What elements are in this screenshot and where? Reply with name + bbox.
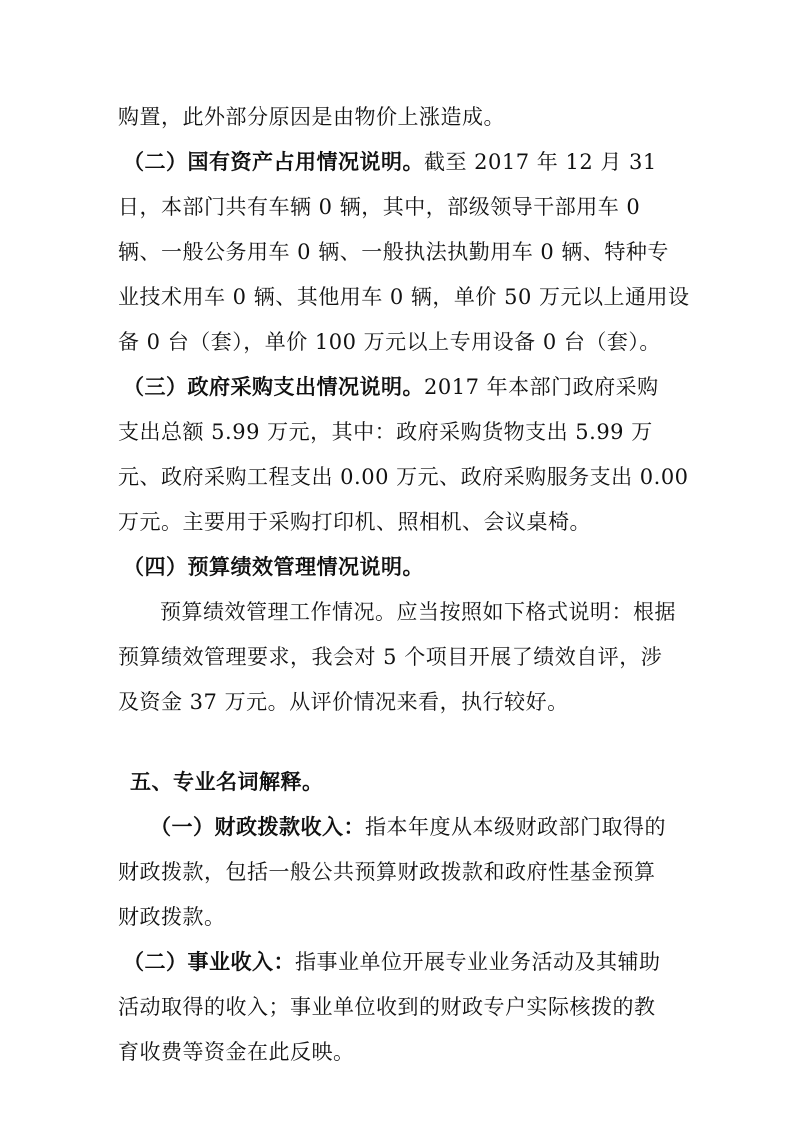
text: 日，本部门共有车辆 0 辆，其中，部级领导干部用车 0 — [118, 195, 641, 219]
paragraph-line — [118, 643, 662, 671]
section-heading-procurement: （三）政府采购支出情况说明。 — [123, 374, 424, 399]
text: 及资金 37 万元。从评价情况来看，执行较好。 — [118, 690, 569, 714]
paragraph-line — [123, 373, 659, 401]
text: 辆、一般公务用车 0 辆、一般执法执勤用车 0 辆、特种专 — [118, 240, 669, 264]
text: 指本年度从本级财政部门取得的 — [365, 815, 666, 839]
text: 购置，此外部分原因是由物价上涨造成。 — [118, 105, 505, 129]
text: 预算绩效管理工作情况。应当按照如下格式说明：根据 — [160, 600, 676, 624]
paragraph-line — [118, 903, 226, 931]
paragraph-line — [160, 598, 676, 626]
text: 业技术用车 0 辆、其他用车 0 辆，单价 50 万元以上通用设 — [118, 285, 690, 309]
paragraph-line — [118, 688, 569, 716]
section-title — [130, 768, 324, 796]
paragraph-line — [118, 858, 656, 886]
term-heading: （二）事业收入： — [123, 949, 295, 974]
text: 2017 年本部门政府采购 — [424, 375, 659, 399]
paragraph-line — [118, 993, 656, 1021]
paragraph-line — [118, 463, 689, 491]
paragraph-line — [123, 148, 657, 176]
text: 财政拨款。 — [118, 905, 226, 929]
paragraph-line — [118, 418, 653, 446]
term-heading: （一）财政拨款收入： — [150, 814, 365, 839]
text: 指事业单位开展专业业务活动及其辅助 — [295, 950, 661, 974]
section-title-text: 五、专业名词解释。 — [130, 769, 324, 794]
paragraph-line — [123, 553, 424, 581]
text: 截至 2017 年 12 月 31 — [424, 150, 657, 174]
paragraph-line — [150, 813, 666, 841]
text: 育收费等资金在此反映。 — [118, 1040, 355, 1064]
section-heading-assets: （二）国有资产占用情况说明。 — [123, 149, 424, 174]
text: 财政拨款，包括一般公共预算财政拨款和政府性基金预算 — [118, 860, 656, 884]
paragraph-line — [118, 283, 690, 311]
paragraph-line — [123, 948, 661, 976]
section-heading-performance: （四）预算绩效管理情况说明。 — [123, 554, 424, 579]
text: 支出总额 5.99 万元，其中：政府采购货物支出 5.99 万 — [118, 420, 653, 444]
paragraph-line — [118, 238, 669, 266]
text: 万元。主要用于采购打印机、照相机、会议桌椅。 — [118, 510, 591, 534]
paragraph-line — [118, 508, 591, 536]
paragraph-line — [118, 328, 661, 356]
paragraph-line — [118, 193, 640, 221]
text: 备 0 台（套），单价 100 万元以上专用设备 0 台（套）。 — [118, 330, 661, 354]
text: 元、政府采购工程支出 0.00 万元、政府采购服务支出 0.00 — [118, 465, 689, 489]
paragraph-line — [118, 1038, 355, 1066]
text: 预算绩效管理要求，我会对 5 个项目开展了绩效自评，涉 — [118, 645, 663, 669]
paragraph-line — [118, 103, 505, 131]
text: 活动取得的收入；事业单位收到的财政专户实际核拨的教 — [118, 995, 656, 1019]
